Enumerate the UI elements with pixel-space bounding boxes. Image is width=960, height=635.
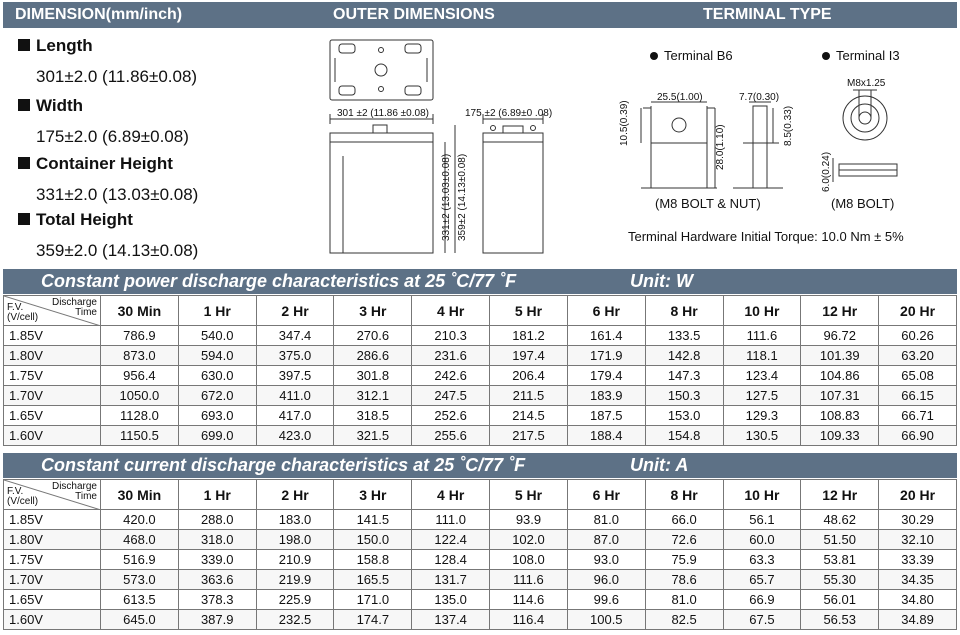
dimension-container-height — [18, 154, 199, 204]
final-voltage-cell: 1.70V — [4, 386, 101, 406]
outer-dimensions-header: OUTER DIMENSIONS — [333, 6, 495, 23]
column-header: 5 Hr — [490, 480, 568, 510]
value-cell: 63.3 — [723, 550, 801, 570]
value-cell: 72.6 — [645, 530, 723, 550]
value-cell: 51.50 — [801, 530, 879, 550]
value-cell: 699.0 — [178, 426, 256, 446]
value-cell: 321.5 — [334, 426, 412, 446]
dimension-width — [18, 96, 189, 146]
value-cell: 630.0 — [178, 366, 256, 386]
value-cell: 693.0 — [178, 406, 256, 426]
value-cell: 158.8 — [334, 550, 412, 570]
value-cell: 127.5 — [723, 386, 801, 406]
final-voltage-cell: 1.80V — [4, 530, 101, 550]
value-cell: 53.81 — [801, 550, 879, 570]
side-width-dimension: 175 ±2 (6.89±0 .08) — [465, 108, 553, 119]
table-row — [4, 550, 957, 570]
value-cell: 123.4 — [723, 366, 801, 386]
value-cell: 107.31 — [801, 386, 879, 406]
value-cell: 66.90 — [879, 426, 957, 446]
value-cell: 318.5 — [334, 406, 412, 426]
value-cell: 288.0 — [178, 510, 256, 530]
terminal-i3-drawing — [815, 74, 915, 220]
table-corner-header: Discharge Time F.V. (V/cell) — [4, 480, 101, 510]
value-cell: 174.7 — [334, 610, 412, 630]
value-cell: 225.9 — [256, 590, 334, 610]
column-header: 20 Hr — [879, 296, 957, 326]
value-cell: 30.29 — [879, 510, 957, 530]
value-cell: 286.6 — [334, 346, 412, 366]
column-header: 30 Min — [101, 296, 179, 326]
value-cell: 154.8 — [645, 426, 723, 446]
table-row — [4, 510, 957, 530]
value-cell: 109.33 — [801, 426, 879, 446]
final-voltage-cell: 1.65V — [4, 406, 101, 426]
value-cell: 32.10 — [879, 530, 957, 550]
value-cell: 141.5 — [334, 510, 412, 530]
value-cell: 672.0 — [178, 386, 256, 406]
b6-width-dimension: 25.5(1.00) — [657, 92, 703, 103]
value-cell: 378.3 — [178, 590, 256, 610]
value-cell: 347.4 — [256, 326, 334, 346]
current-table-title: Constant current discharge characteristics at 25 ˚C/77 ˚F — [41, 455, 526, 475]
value-cell: 540.0 — [178, 326, 256, 346]
value-cell: 33.39 — [879, 550, 957, 570]
value-cell: 150.0 — [334, 530, 412, 550]
value-cell: 252.6 — [412, 406, 490, 426]
column-header: 6 Hr — [567, 480, 645, 510]
total-height-dimension: 359±2 (14.13±0.08) — [457, 153, 468, 241]
terminal-type-header: TERMINAL TYPE — [703, 6, 832, 23]
b6-thickness-dimension: 7.7(0.30) — [739, 92, 780, 103]
terminal-b6-drawing — [615, 88, 805, 220]
bullet-square-icon — [18, 213, 30, 225]
value-cell: 104.86 — [801, 366, 879, 386]
value-cell: 122.4 — [412, 530, 490, 550]
bullet-dot-icon — [650, 52, 658, 60]
value-cell: 135.0 — [412, 590, 490, 610]
final-voltage-cell: 1.80V — [4, 346, 101, 366]
table-row — [4, 326, 957, 346]
value-cell: 142.8 — [645, 346, 723, 366]
i3-thread-dimension: M8x1.25 — [847, 78, 886, 89]
value-cell: 129.3 — [723, 406, 801, 426]
value-cell: 153.0 — [645, 406, 723, 426]
value-cell: 87.0 — [567, 530, 645, 550]
table-header-row — [4, 480, 957, 510]
column-header: 12 Hr — [801, 296, 879, 326]
value-cell: 56.53 — [801, 610, 879, 630]
final-voltage-cell: 1.60V — [4, 610, 101, 630]
value-cell: 956.4 — [101, 366, 179, 386]
b6-left-dimension: 10.5(0.39) — [619, 100, 630, 146]
value-cell: 301.8 — [334, 366, 412, 386]
table-row — [4, 530, 957, 550]
value-cell: 137.4 — [412, 610, 490, 630]
final-voltage-cell: 1.85V — [4, 326, 101, 346]
column-header: 8 Hr — [645, 296, 723, 326]
value-cell: 219.9 — [256, 570, 334, 590]
value-cell: 423.0 — [256, 426, 334, 446]
i3-height-dimension: 6.0(0.24) — [821, 151, 832, 192]
value-cell: 34.35 — [879, 570, 957, 590]
value-cell: 65.08 — [879, 366, 957, 386]
value-cell: 111.6 — [723, 326, 801, 346]
bullet-dot-icon — [822, 52, 830, 60]
current-discharge-table — [3, 479, 957, 630]
power-discharge-table — [3, 295, 957, 446]
value-cell: 130.5 — [723, 426, 801, 446]
column-header: 12 Hr — [801, 480, 879, 510]
value-cell: 417.0 — [256, 406, 334, 426]
value-cell: 34.89 — [879, 610, 957, 630]
value-cell: 573.0 — [101, 570, 179, 590]
value-cell: 102.0 — [490, 530, 568, 550]
value-cell: 873.0 — [101, 346, 179, 366]
value-cell: 645.0 — [101, 610, 179, 630]
value-cell: 101.39 — [801, 346, 879, 366]
value-cell: 516.9 — [101, 550, 179, 570]
value-cell: 211.5 — [490, 386, 568, 406]
final-voltage-cell: 1.70V — [4, 570, 101, 590]
dimension-label: Length — [36, 36, 93, 55]
b6-caption: (M8 BOLT & NUT) — [655, 196, 761, 211]
column-header: 30 Min — [101, 480, 179, 510]
table-row — [4, 570, 957, 590]
value-cell: 214.5 — [490, 406, 568, 426]
column-header: 5 Hr — [490, 296, 568, 326]
value-cell: 34.80 — [879, 590, 957, 610]
column-header: 10 Hr — [723, 480, 801, 510]
value-cell: 66.9 — [723, 590, 801, 610]
dimension-label: Total Height — [36, 210, 133, 229]
value-cell: 63.20 — [879, 346, 957, 366]
value-cell: 411.0 — [256, 386, 334, 406]
value-cell: 96.72 — [801, 326, 879, 346]
value-cell: 75.9 — [645, 550, 723, 570]
value-cell: 96.0 — [567, 570, 645, 590]
value-cell: 111.6 — [490, 570, 568, 590]
value-cell: 56.01 — [801, 590, 879, 610]
table-row — [4, 590, 957, 610]
value-cell: 108.83 — [801, 406, 879, 426]
value-cell: 188.4 — [567, 426, 645, 446]
table-row — [4, 366, 957, 386]
value-cell: 183.0 — [256, 510, 334, 530]
value-cell: 99.6 — [567, 590, 645, 610]
value-cell: 55.30 — [801, 570, 879, 590]
top-header-bar — [3, 2, 957, 28]
dimension-header: DIMENSION(mm/inch) — [15, 6, 183, 23]
dimension-value: 175±2.0 (6.89±0.08) — [36, 127, 189, 146]
column-header: 4 Hr — [412, 480, 490, 510]
value-cell: 181.2 — [490, 326, 568, 346]
value-cell: 66.15 — [879, 386, 957, 406]
column-header: 4 Hr — [412, 296, 490, 326]
value-cell: 420.0 — [101, 510, 179, 530]
b6-height-dimension: 28.0(1.10) — [715, 124, 726, 170]
value-cell: 387.9 — [178, 610, 256, 630]
column-header: 10 Hr — [723, 296, 801, 326]
value-cell: 82.5 — [645, 610, 723, 630]
dimension-value: 331±2.0 (13.03±0.08) — [36, 185, 199, 204]
value-cell: 81.0 — [645, 590, 723, 610]
value-cell: 93.0 — [567, 550, 645, 570]
value-cell: 78.6 — [645, 570, 723, 590]
value-cell: 247.5 — [412, 386, 490, 406]
value-cell: 468.0 — [101, 530, 179, 550]
bullet-square-icon — [18, 157, 30, 169]
value-cell: 161.4 — [567, 326, 645, 346]
column-header: 2 Hr — [256, 296, 334, 326]
value-cell: 108.0 — [490, 550, 568, 570]
value-cell: 118.1 — [723, 346, 801, 366]
terminal-torque-note: Terminal Hardware Initial Torque: 10.0 Nm ± 5% — [628, 229, 904, 244]
value-cell: 60.26 — [879, 326, 957, 346]
table-row — [4, 426, 957, 446]
final-voltage-cell: 1.75V — [4, 550, 101, 570]
value-cell: 206.4 — [490, 366, 568, 386]
column-header: 2 Hr — [256, 480, 334, 510]
current-table-unit: Unit: A — [630, 455, 689, 475]
value-cell: 318.0 — [178, 530, 256, 550]
table-row — [4, 346, 957, 366]
value-cell: 81.0 — [567, 510, 645, 530]
current-table-title-bar — [3, 453, 957, 478]
final-voltage-cell: 1.60V — [4, 426, 101, 446]
value-cell: 165.5 — [334, 570, 412, 590]
value-cell: 1128.0 — [101, 406, 179, 426]
value-cell: 183.9 — [567, 386, 645, 406]
value-cell: 114.6 — [490, 590, 568, 610]
final-voltage-cell: 1.75V — [4, 366, 101, 386]
value-cell: 363.6 — [178, 570, 256, 590]
column-header: 3 Hr — [334, 480, 412, 510]
container-height-dimension: 331±2 (13.03±0.08) — [441, 153, 452, 241]
dimension-value: 359±2.0 (14.13±0.08) — [36, 241, 199, 260]
column-header: 8 Hr — [645, 480, 723, 510]
outer-dimensions-drawing — [325, 36, 565, 258]
value-cell: 171.0 — [334, 590, 412, 610]
column-header: 1 Hr — [178, 480, 256, 510]
bullet-square-icon — [18, 99, 30, 111]
value-cell: 60.0 — [723, 530, 801, 550]
value-cell: 147.3 — [645, 366, 723, 386]
value-cell: 594.0 — [178, 346, 256, 366]
value-cell: 128.4 — [412, 550, 490, 570]
value-cell: 231.6 — [412, 346, 490, 366]
value-cell: 93.9 — [490, 510, 568, 530]
value-cell: 397.5 — [256, 366, 334, 386]
value-cell: 67.5 — [723, 610, 801, 630]
table-row — [4, 406, 957, 426]
dimension-length — [18, 36, 198, 86]
value-cell: 48.62 — [801, 510, 879, 530]
value-cell: 232.5 — [256, 610, 334, 630]
value-cell: 187.5 — [567, 406, 645, 426]
value-cell: 133.5 — [645, 326, 723, 346]
value-cell: 65.7 — [723, 570, 801, 590]
value-cell: 210.9 — [256, 550, 334, 570]
value-cell: 131.7 — [412, 570, 490, 590]
power-table-title-bar — [3, 269, 957, 294]
value-cell: 375.0 — [256, 346, 334, 366]
value-cell: 197.4 — [490, 346, 568, 366]
value-cell: 116.4 — [490, 610, 568, 630]
terminal-b6-label: Terminal B6 — [650, 48, 733, 63]
front-width-dimension: 301 ±2 (11.86 ±0.08) — [337, 108, 429, 119]
value-cell: 111.0 — [412, 510, 490, 530]
value-cell: 171.9 — [567, 346, 645, 366]
value-cell: 56.1 — [723, 510, 801, 530]
value-cell: 255.6 — [412, 426, 490, 446]
dimension-value: 301±2.0 (11.86±0.08) — [36, 67, 198, 86]
column-header: 1 Hr — [178, 296, 256, 326]
table-row — [4, 386, 957, 406]
value-cell: 312.1 — [334, 386, 412, 406]
terminal-i3-label: Terminal I3 — [822, 48, 900, 63]
value-cell: 270.6 — [334, 326, 412, 346]
column-header: 20 Hr — [879, 480, 957, 510]
table-corner-header: Discharge Time F.V. (V/cell) — [4, 296, 101, 326]
value-cell: 217.5 — [490, 426, 568, 446]
table-header-row — [4, 296, 957, 326]
value-cell: 179.4 — [567, 366, 645, 386]
value-cell: 1150.5 — [101, 426, 179, 446]
value-cell: 339.0 — [178, 550, 256, 570]
value-cell: 1050.0 — [101, 386, 179, 406]
value-cell: 210.3 — [412, 326, 490, 346]
value-cell: 786.9 — [101, 326, 179, 346]
dimension-label: Width — [36, 96, 84, 115]
dimension-label: Container Height — [36, 154, 173, 173]
value-cell: 100.5 — [567, 610, 645, 630]
column-header: 3 Hr — [334, 296, 412, 326]
i3-caption: (M8 BOLT) — [831, 196, 895, 211]
value-cell: 198.0 — [256, 530, 334, 550]
final-voltage-cell: 1.85V — [4, 510, 101, 530]
table-row — [4, 610, 957, 630]
column-header: 6 Hr — [567, 296, 645, 326]
power-table-title: Constant power discharge characteristics at 25 ˚C/77 ˚F — [41, 271, 517, 291]
final-voltage-cell: 1.65V — [4, 590, 101, 610]
value-cell: 150.3 — [645, 386, 723, 406]
b6-side-dimension: 8.5(0.33) — [783, 105, 794, 146]
value-cell: 242.6 — [412, 366, 490, 386]
value-cell: 66.71 — [879, 406, 957, 426]
value-cell: 613.5 — [101, 590, 179, 610]
bullet-square-icon — [18, 39, 30, 51]
power-table-unit: Unit: W — [630, 271, 693, 291]
dimension-total-height — [18, 210, 199, 260]
value-cell: 66.0 — [645, 510, 723, 530]
